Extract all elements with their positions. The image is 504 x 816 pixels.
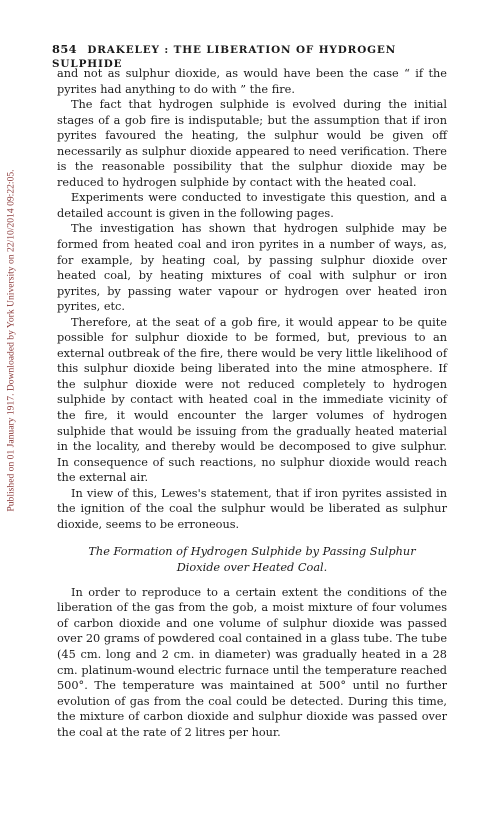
paragraph: Therefore, at the seat of a gob fire, it would appear to be quite possible for sulphur dioxide to be formed, but, previous to an external outbreak of the fire, there would be very little likelihood of this sulphur dioxide being liberated into the mine atmosphere. If the sulphur dioxide were not reduced completely to hydrogen sulphide by contact with heated coal in the immediate vicinity of the fire, it would encounter the larger volumes of hydrogen sulphide that would be issuing from the gradually heated material in the locality, and thereby would be decomposed to give sulphur. In consequence of such reactions, no sulphur dioxide would reach the external air. [57,315,447,485]
page-body [57,66,447,740]
paragraph: In view of this, Lewes's statement, that if iron pyrites assisted in the ignition of the coal the sulphur would be liberated as sulphur dioxide, seems to be erroneous. [57,486,447,531]
section-heading [57,544,447,574]
paragraph: Experiments were conducted to investigate this question, and a detailed account is given in the following pages. [57,191,447,220]
section-heading-line: Dioxide over Heated Coal. [176,560,328,574]
download-watermark-text: Published on 01 January 1917. Downloaded by York University on 22/10/2014 09:22:05. [5,168,17,512]
paragraph: and not as sulphur dioxide, as would have been the case “ if the pyrites had anything to do with ” the fire. [57,67,447,96]
section-heading-line: The Formation of Hydrogen Sulphide by Passing Sulphur [88,545,416,559]
paragraph: The investigation has shown that hydrogen sulphide may be formed from heated coal and iron pyrites in a number of ways, as, for example, by heating coal, by passing sulphur dioxide over heated coal, by heating mixtures of coal with sulphur or iron pyrites, by passing water vapour or hydrogen over heated iron pyrites, etc. [57,222,447,314]
page-number: 854 [52,42,77,56]
running-title: DRAKELEY : THE LIBERATION OF HYDROGEN SULPHIDE [52,44,397,70]
download-watermark [2,130,20,550]
paragraph: The fact that hydrogen sulphide is evolved during the initial stages of a gob fire is indisputable; but the assumption that if iron pyrites favoured the heating, the sulphur would be given off necessarily as sulphur dioxide appeared to need verification. There is the reasonable possibility that the sulphur dioxide may be reduced to hydrogen sulphide by contact with the heated coal. [57,98,447,189]
paragraph: In order to reproduce to a certain extent the conditions of the liberation of the gas from the gob, a moist mixture of four volumes of carbon dioxide and one volume of sulphur dioxide was passed over 20 grams of powdered coal contained in a glass tube. The tube (45 cm. long and 2 cm. in diameter) was gradually heated in a 28 cm. platinum-wound electric furnace until the temperature reached 500°. The temperature was maintained at 500° until no further evolution of gas from the coal could be detected. During this time, the mixture of carbon dioxide and sulphur dioxide was passed over the coal at the rate of 2 litres per hour. [57,585,447,739]
